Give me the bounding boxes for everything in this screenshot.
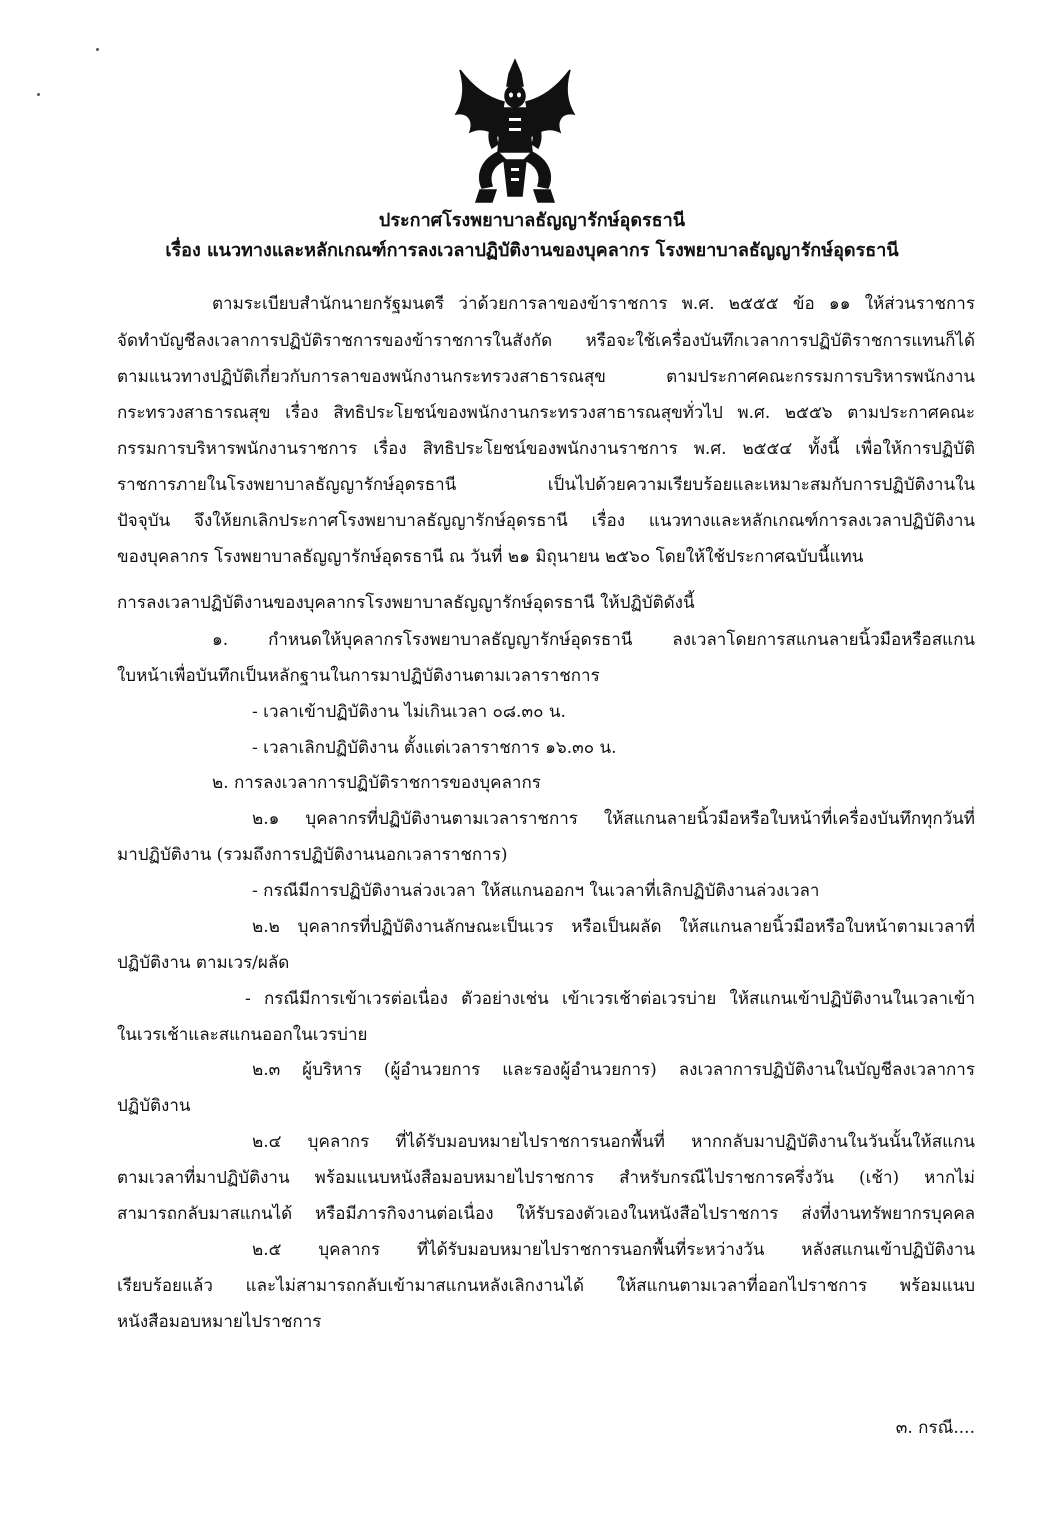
item-2-4-line: ๒.๔ บุคลากร ที่ได้รับมอบหมายไปราชการนอกพื้นที่ หากกลับมาปฏิบัติงานในวันนั้นให้สแกน [252, 1132, 975, 1152]
scan-speck [37, 93, 40, 96]
intro-line: ตามแนวทางปฏิบัติเกี่ยวกับการลาของพนักงานกระทรวงสาธารณสุข ตามประกาศคณะกรรมการบริหารพนักงาน [117, 367, 975, 387]
intro-line: จัดทำบัญชีลงเวลาการปฏิบัติราชการของข้าราชการในสังกัด หรือจะใช้เครื่องบันทึกเวลาการปฏิบัติราชการแทนก็ได้ [117, 331, 975, 351]
item-2-3-line: ๒.๓ ผู้บริหาร (ผู้อำนวยการ และรองผู้อำนวยการ) ลงเวลาการปฏิบัติงานในบัญชีลงเวลาการ [252, 1060, 975, 1080]
continuation-marker: ๓. กรณี.... [895, 1418, 975, 1438]
intro-line: ตามระเบียบสำนักนายกรัฐมนตรี ว่าด้วยการลาของข้าราชการ พ.ศ. ๒๕๕๕ ข้อ ๑๑ ให้ส่วนราชการ [212, 294, 975, 314]
garuda-emblem-icon [452, 56, 578, 206]
item-2-1-line: มาปฏิบัติงาน (รวมถึงการปฏิบัติงานนอกเวลาราชการ) [117, 845, 508, 865]
item-2-1-line: ๒.๑ บุคลากรที่ปฏิบัติงานตามเวลาราชการ ให้สแกนลายนิ้วมือหรือใบหน้าที่เครื่องบันทึกทุกวันที่ [252, 809, 975, 829]
item-1-time-out: - เวลาเลิกปฏิบัติงาน ตั้งแต่เวลาราชการ ๑๖.๓๐ น. [252, 738, 617, 758]
intro-line: ของบุคลากร โรงพยาบาลธัญญารักษ์อุดรธานี ณ วันที่ ๒๑ มิถุนายน ๒๕๖๐ โดยให้ใช้ประกาศฉบับนี้แทน [117, 547, 864, 567]
item-2-5-line: ๒.๕ บุคลากร ที่ได้รับมอบหมายไปราชการนอกพื้นที่ระหว่างวัน หลังสแกนเข้าปฏิบัติงาน [252, 1240, 975, 1260]
item-2-5-line: เรียบร้อยแล้ว และไม่สามารถกลับเข้ามาสแกนหลังเลิกงานได้ ให้สแกนตามเวลาที่ออกไปราชการ พร้อมแนบ [117, 1276, 975, 1296]
intro-line: ปัจจุบัน จึงให้ยกเลิกประกาศโรงพยาบาลธัญญารักษ์อุดรธานี เรื่อง แนวทางและหลักเกณฑ์การลงเวลาปฏิบัติงาน [117, 511, 975, 531]
item-1-line: ๑. กำหนดให้บุคลากรโรงพยาบาลธัญญารักษ์อุดรธานี ลงเวลาโดยการสแกนลายนิ้วมือหรือสแกน [212, 630, 975, 650]
section-heading: การลงเวลาปฏิบัติงานของบุคลากรโรงพยาบาลธัญญารักษ์อุดรธานี ให้ปฏิบัติดังนี้ [117, 593, 695, 613]
announcement-title: ประกาศโรงพยาบาลธัญญารักษ์อุดรธานี [378, 210, 686, 231]
item-2-5-line: หนังสือมอบหมายไปราชการ [117, 1312, 322, 1332]
item-1-line: ใบหน้าเพื่อบันทึกเป็นหลักฐานในการมาปฏิบัติงานตามเวลาราชการ [117, 666, 600, 686]
item-2-4-line: ตามเวลาที่มาปฏิบัติงาน พร้อมแนบหนังสือมอบหมายไปราชการ สำหรับกรณีไปราชการครึ่งวัน (เช้า) หากไม่ [117, 1168, 975, 1188]
scan-speck [96, 48, 99, 51]
item-1-time-in: - เวลาเข้าปฏิบัติงาน ไม่เกินเวลา ๐๘.๓๐ น. [252, 702, 566, 722]
item-2-1-note: - กรณีมีการปฏิบัติงานล่วงเวลา ให้สแกนออกฯ ในเวลาที่เลิกปฏิบัติงานล่วงเวลา [252, 881, 820, 901]
item-2-2-note: ในเวรเช้าและสแกนออกในเวรบ่าย [117, 1025, 368, 1045]
item-2-2-line: ๒.๒ บุคลากรที่ปฏิบัติงานลักษณะเป็นเวร หรือเป็นผลัด ให้สแกนลายนิ้วมือหรือใบหน้าตามเวลาที่ [252, 917, 975, 937]
intro-line: ราชการภายในโรงพยาบาลธัญญารักษ์อุดรธานี เป็นไปด้วยความเรียบร้อยและเหมาะสมกับการปฏิบัติงานใน [117, 475, 975, 495]
announcement-subject: เรื่อง แนวทางและหลักเกณฑ์การลงเวลาปฏิบัติงานของบุคลากร โรงพยาบาลธัญญารักษ์อุดรธานี [165, 240, 899, 261]
intro-line: กรรมการบริหารพนักงานราชการ เรื่อง สิทธิประโยชน์ของพนักงานราชการ พ.ศ. ๒๕๕๔ ทั้งนี้ เพื่อให้การปฏิบัติ [117, 439, 975, 459]
item-2-2-line: ปฏิบัติงาน ตามเวร/ผลัด [117, 953, 290, 973]
item-2-2-note: - กรณีมีการเข้าเวรต่อเนื่อง ตัวอย่างเช่น เข้าเวรเช้าต่อเวรบ่าย ให้สแกนเข้าปฏิบัติงานในเวลาเข้า [245, 989, 975, 1009]
item-2-heading: ๒. การลงเวลาการปฏิบัติราชการของบุคลากร [212, 773, 541, 793]
item-2-3-line: ปฏิบัติงาน [117, 1096, 191, 1116]
item-2-4-line: สามารถกลับมาสแกนได้ หรือมีภารกิจงานต่อเนื่อง ให้รับรองตัวเองในหนังสือไปราชการ ส่งที่งานทรัพยากรบุคคล [117, 1204, 975, 1224]
intro-line: กระทรวงสาธารณสุข เรื่อง สิทธิประโยชน์ของพนักงานกระทรวงสาธารณสุขทั่วไป พ.ศ. ๒๕๕๖ ตามประกาศคณะ [117, 403, 975, 423]
